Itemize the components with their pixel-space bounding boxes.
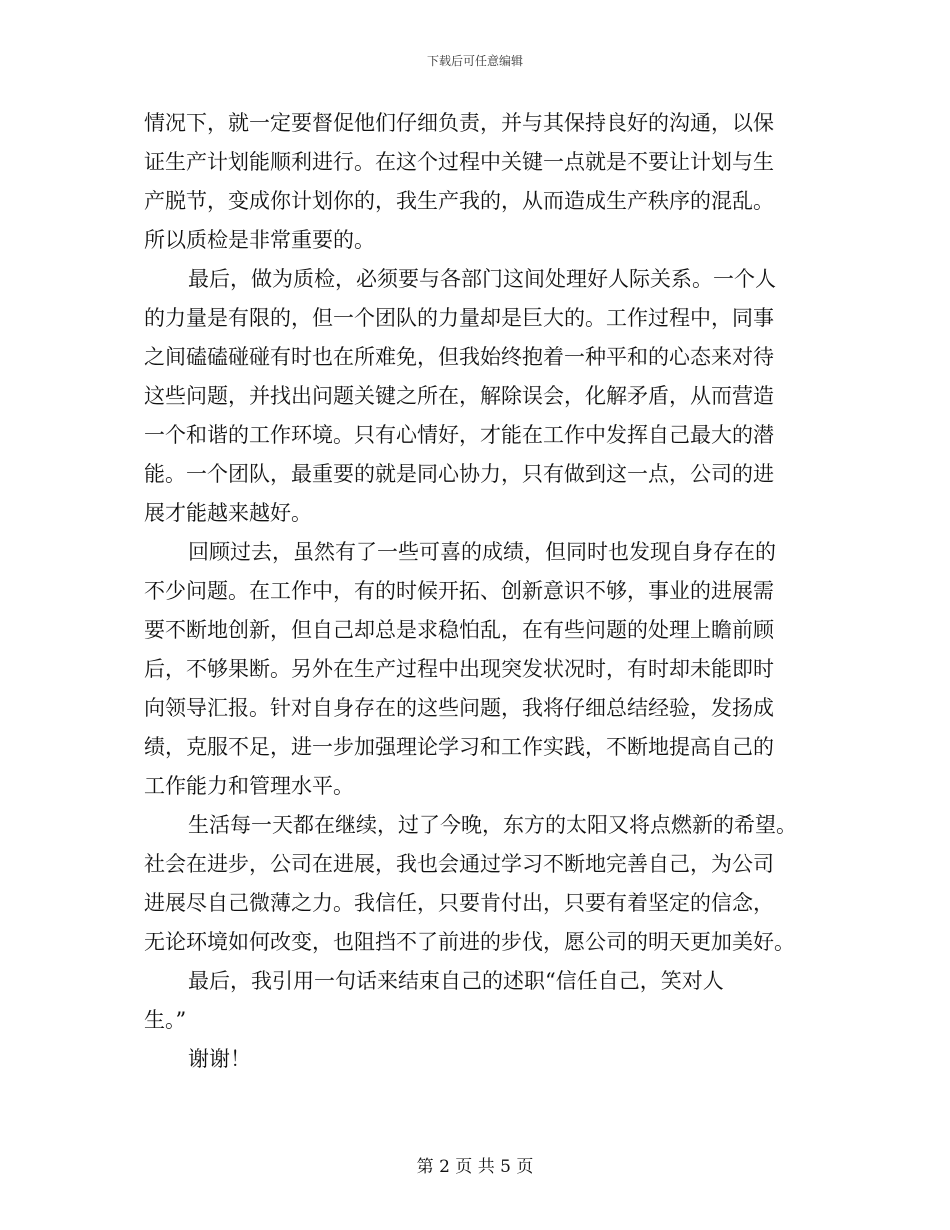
text-line: 绩，克服不足，进一步加强理论学习和工作实践，不断地提高自己的 bbox=[144, 735, 774, 759]
text-line: 产脱节，变成你计划你的，我生产我的，从而造成生产秩序的混乱。 bbox=[144, 189, 774, 213]
text-line: 无论环境如何改变，也阻挡不了前进的步伐，愿公司的明天更加美好。 bbox=[144, 930, 795, 954]
text-line: 这些问题，并找出问题关键之所在，解除误会，化解矛盾，从而营造 bbox=[144, 384, 774, 408]
paragraph-start-line: 回顾过去，虽然有了一些可喜的成绩，但同时也发现自身存在的 bbox=[188, 540, 776, 564]
body-text bbox=[144, 104, 824, 1079]
closing-line: 谢谢！ bbox=[188, 1047, 251, 1071]
paragraph-start-line: 最后，做为质检，必须要与各部门这间处理好人际关系。一个人 bbox=[188, 267, 776, 291]
paragraph-start-line: 生活每一天都在继续，过了今晚，东方的太阳又将点燃新的希望。 bbox=[188, 813, 797, 837]
text-line: 展才能越来越好。 bbox=[144, 501, 312, 525]
text-line: 进展尽自己微薄之力。我信任，只要肯付出，只要有着坚定的信念， bbox=[144, 891, 774, 915]
text-line: 所以质检是非常重要的。 bbox=[144, 228, 375, 252]
page-number: 第 2 页 共 5 页 bbox=[416, 1157, 534, 1177]
text-line: 工作能力和管理水平。 bbox=[144, 774, 354, 798]
text-line: 证生产计划能顺利进行。在这个过程中关键一点就是不要让计划与生 bbox=[144, 150, 774, 174]
text-line: 情况下，就一定要督促他们仔细负责，并与其保持良好的沟通，以保 bbox=[144, 111, 774, 135]
text-line: 能。一个团队，最重要的就是同心协力，只有做到这一点，公司的进 bbox=[144, 462, 774, 486]
text-line: 一个和谐的工作环境。只有心情好，才能在工作中发挥自己最大的潜 bbox=[144, 423, 774, 447]
text-line: 不少问题。在工作中，有的时候开拓、创新意识不够，事业的进展需 bbox=[144, 579, 774, 603]
text-line: 社会在进步，公司在进展，我也会通过学习不断地完善自己，为公司 bbox=[144, 852, 774, 876]
text-line: 的力量是有限的，但一个团队的力量却是巨大的。工作过程中，同事 bbox=[144, 306, 774, 330]
text-line: 后，不够果断。另外在生产过程中出现突发状况时，有时却未能即时 bbox=[144, 657, 774, 681]
text-line: 要不断地创新，但自己却总是求稳怕乱，在有些问题的处理上瞻前顾 bbox=[144, 618, 774, 642]
header-note: 下载后可任意编辑 bbox=[426, 54, 523, 68]
text-line: 向领导汇报。针对自身存在的这些问题，我将仔细总结经验，发扬成 bbox=[144, 696, 774, 720]
text-line: 之间磕磕碰碰有时也在所难免，但我始终抱着一种平和的心态来对待 bbox=[144, 345, 774, 369]
text-line: 生。” bbox=[144, 1008, 187, 1032]
paragraph-start-line: 最后，我引用一句话来结束自己的述职“信任自己，笑对人 bbox=[188, 969, 724, 993]
